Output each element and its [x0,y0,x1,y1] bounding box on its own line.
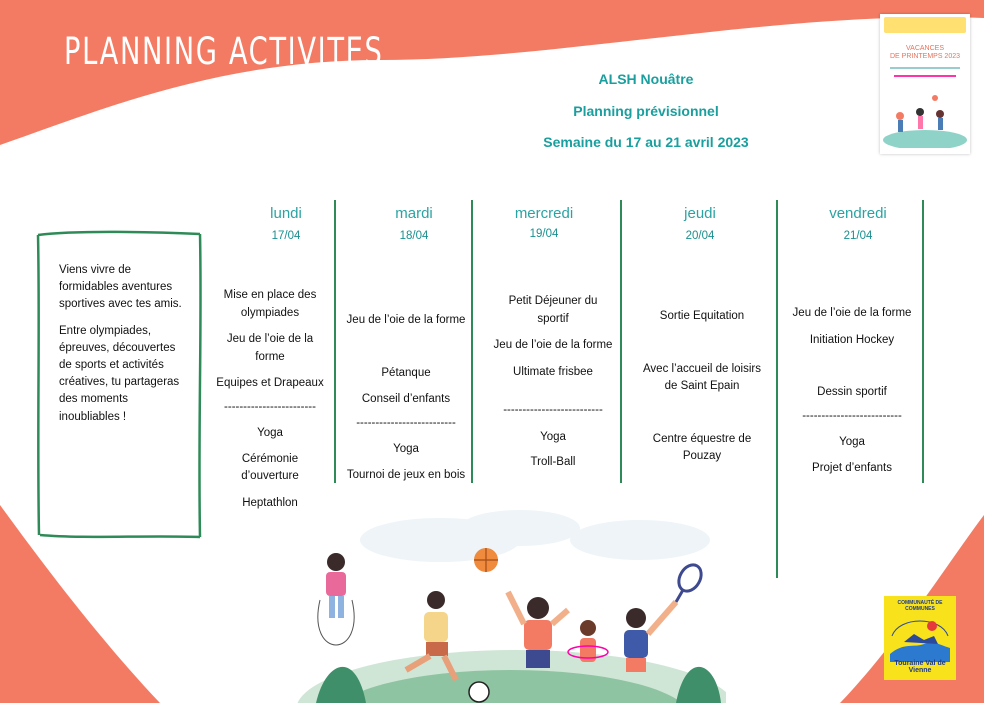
separator: -------------------------- [802,409,902,422]
day-header-vendredi [800,205,916,242]
activity: Centre équestre de Pouzay [652,432,752,462]
activity: Initiation Hockey [809,333,895,346]
poster-line1: VACANCES [906,45,944,52]
activity: Equipes et Drapeaux [216,377,324,389]
day-name: mercredi [514,205,574,222]
activity: Ultimate frisbee [513,365,593,378]
logo-arc: COMMUNAUTÉ DE COMMUNES [897,600,943,612]
activity: Cérémonie d’ouverture [241,452,299,482]
activity: Conseil d’enfants [361,393,451,405]
activity: Yoga [540,430,566,443]
activities-mardi [340,312,472,484]
activity: Dessin sportif [817,386,887,398]
day-name: vendredi [829,205,887,222]
day-date: 21/04 [843,230,873,242]
activity: Jeu de l’oie de la forme [493,339,613,351]
activity: Yoga [839,436,865,448]
poster-illustration [880,88,970,148]
activity: Avec l’accueil de loisirs de Saint Epain [642,362,762,392]
activity: Yoga [393,443,419,455]
activity: Jeu de l’oie de la forme [226,333,314,363]
day-header-lundi [231,205,341,242]
activity: Sortie Equitation [659,310,745,322]
day-date: 19/04 [529,228,559,240]
column-divider [922,200,924,483]
separator: -------------------------- [503,404,603,416]
activity: Yoga [257,427,283,439]
activity: Jeu de l’oie de la forme [346,314,466,326]
day-name: jeudi [684,205,716,222]
activity: Troll-Ball [530,456,576,468]
day-name: mardi [395,205,433,222]
intro-paragraph-2: Entre olympiades, épreuves, découvertes de sports et activités créatives, tu partageras des moments inoubliables ! [59,324,180,423]
activities-lundi [216,287,324,512]
day-date: 17/04 [271,230,301,242]
day-header-mercredi [488,205,600,240]
poster-thumbnail [880,14,970,154]
kids-illustration [296,540,726,703]
day-date: 18/04 [399,230,429,242]
column-divider [334,200,336,483]
intro-text [59,262,189,435]
activities-jeudi [636,308,768,466]
activity: Heptathlon [242,496,298,509]
logo-name: Touraine Val de Vienne [894,660,946,674]
day-date: 20/04 [685,230,715,242]
page-title: PLANNING ACTIVITES [64,30,384,73]
intro-paragraph-1: Viens vivre de formidables aventures sportives avec tes amis. [59,264,182,311]
activities-mercredi [485,293,621,472]
week-label: Semaine du 17 au 21 avril 2023 [543,134,749,150]
activity: Pétanque [381,366,431,379]
activity: Tournoi de jeux en bois [346,468,466,481]
day-header-jeudi [645,205,755,242]
activities-vendredi [786,305,918,477]
activity: Jeu de l’oie de la forme [792,307,912,319]
community-logo [884,596,956,680]
planning-label: Planning prévisionnel [573,103,719,119]
activity: Mise en place des olympiades [223,289,317,319]
separator: ------------------------ [224,400,316,413]
activity: Projet d’enfants [812,461,892,474]
day-header-mardi [362,205,466,242]
activity: Petit Déjeuner du sportif [508,295,598,325]
poster-line2: DE PRINTEMPS 2023 [889,53,961,60]
day-name: lundi [270,205,302,222]
separator: -------------------------- [356,416,456,429]
center-name: ALSH Nouâtre [598,71,694,87]
column-divider [776,200,778,578]
